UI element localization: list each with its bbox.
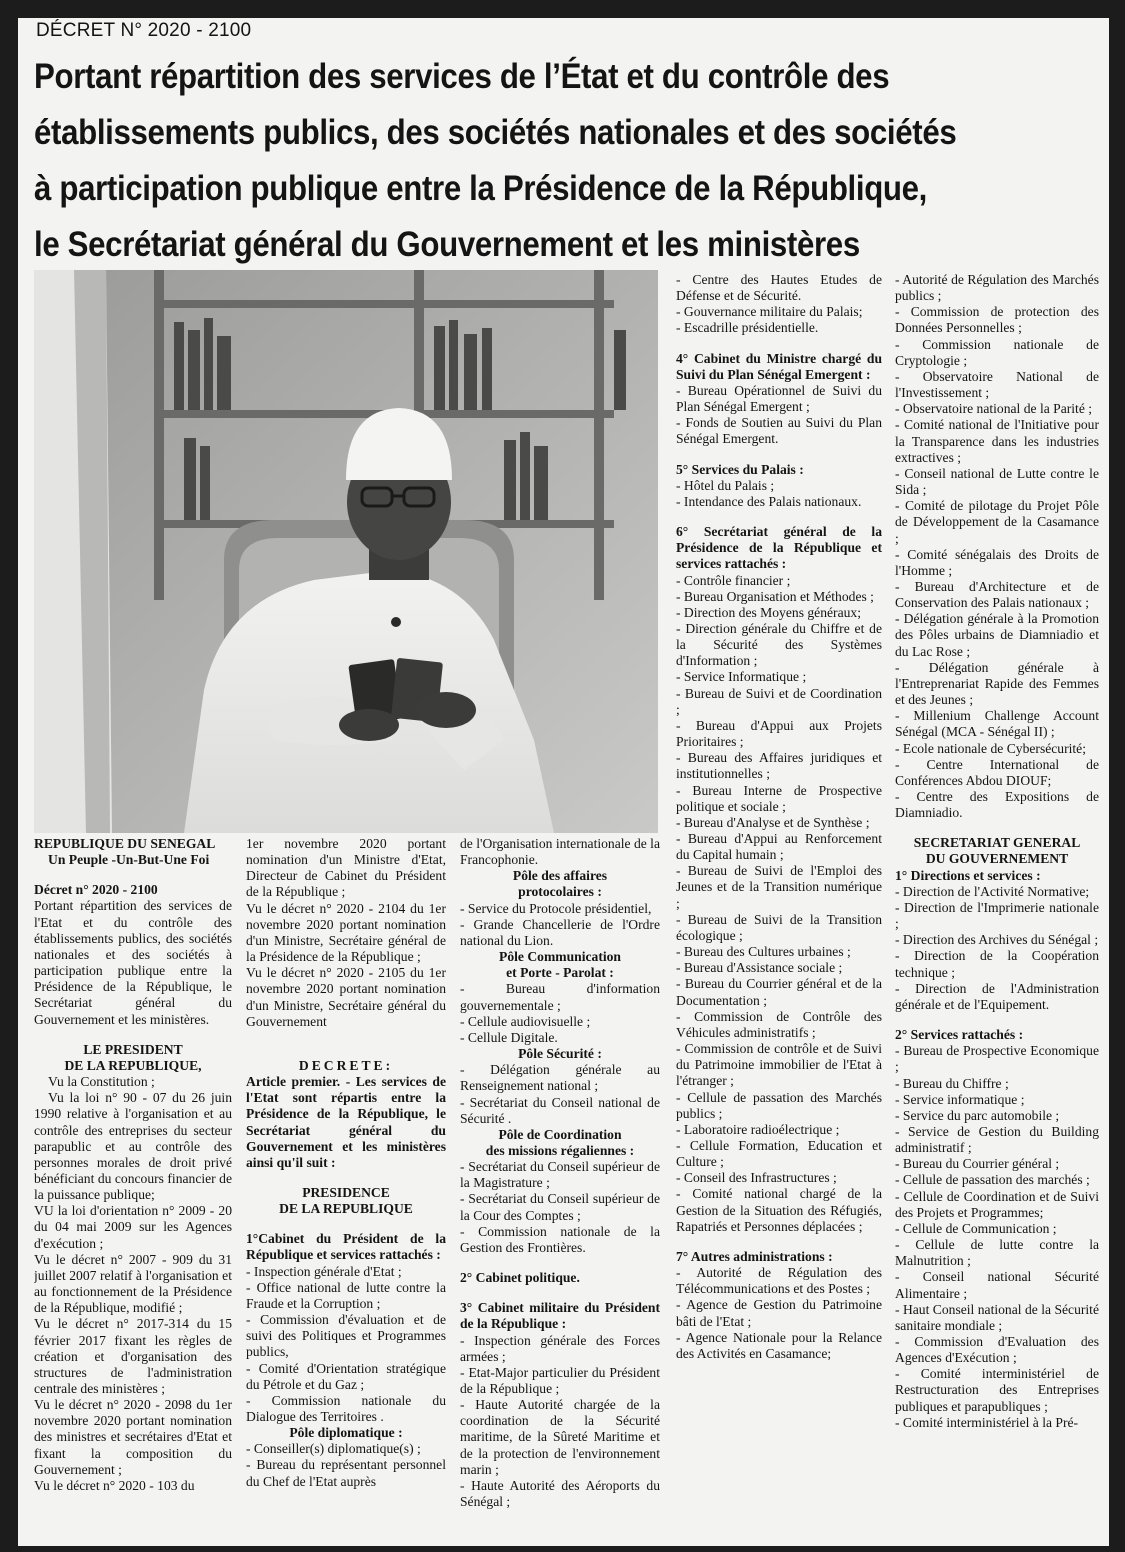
list-item: - Comité national chargé de la Gestion de la Situation des Réfugiés, Rapatriés et Personnes déplacées ;: [676, 1186, 882, 1234]
pole-heading: Pôle Sécurité :: [518, 1046, 602, 1062]
list-item: - Hôtel du Palais ;: [676, 477, 775, 493]
article-column-1: [34, 836, 232, 1494]
headline-line: le Secrétariat général du Gouvernement et les ministères: [34, 224, 860, 264]
list-item: - Laboratoire radioélectrique ;: [676, 1121, 840, 1137]
list-item: - Inspection générale d'Etat ;: [246, 1263, 402, 1279]
article-column-5: [895, 272, 1099, 1431]
list-item: - Conseil national de Lutte contre le Sida ;: [895, 465, 1099, 498]
paragraph: Vu la loi n° 90 - 07 du 26 juin 1990 relative à l'organisation et au contrôle des entreprises du secteur parapublic et au contrôle des personnes morales de droit privé bénéficiant du concours financier de la puissance publique;: [34, 1090, 232, 1203]
decree-number: Décret n° 2020 - 2100: [34, 882, 158, 898]
decret-number-label: DÉCRET N° 2020 - 2100: [36, 20, 252, 41]
list-item: - Haute Autorité chargée de la coordination de la Sécurité maritime, de la Sûreté Maritime et de la protection de l'environnement marin ;: [460, 1397, 660, 1477]
list-item: - Bureau de Suivi de l'Emploi des Jeunes et de la Transition numérique ;: [676, 863, 882, 911]
list-item: - Délégation générale au Renseignement national ;: [460, 1062, 660, 1094]
motto: Un Peuple -Un-But-Une Foi: [48, 852, 210, 868]
list-item: - Bureau Opérationnel de Suivi du Plan Sénégal Emergent ;: [676, 382, 882, 415]
list-item: - Comité interministériel à la Pré-: [895, 1414, 1079, 1430]
list-item: - Service du Protocole présidentiel,: [460, 900, 652, 916]
list-item: - Secrétariat du Conseil supérieur de la Magistrature ;: [460, 1159, 660, 1191]
list-item: - Haute Autorité des Aéroports du Sénégal ;: [460, 1477, 660, 1510]
list-item: - Direction de l'Administration générale et de l'Equipement.: [895, 980, 1099, 1012]
list-item: - Bureau Interne de Prospective politique et sociale ;: [676, 782, 882, 814]
decrete-heading: DECRETE:: [298, 1057, 394, 1073]
list-item: - Observatoire National de l'Investissement ;: [895, 368, 1099, 401]
article-column-4: [676, 272, 882, 1362]
headline: [34, 48, 977, 272]
subsection-heading: 2° Services rattachés :: [895, 1027, 1024, 1043]
article-column-2: [246, 836, 446, 1490]
list-item: - Escadrille présidentielle.: [676, 320, 819, 336]
list-item: - Autorité de Régulation des Télécommunications et des Postes ;: [676, 1265, 882, 1297]
list-item: - Service informatique ;: [895, 1091, 1025, 1107]
list-item: - Bureau d'Assistance sociale ;: [676, 960, 843, 976]
list-item: - Centre International de Conférences Abdou DIOUF;: [895, 756, 1099, 788]
section-heading: PRESIDENCE: [302, 1184, 390, 1200]
photo: [34, 270, 658, 833]
list-item: - Bureau d'Architecture et de Conservation des Palais nationaux ;: [895, 578, 1099, 611]
list-item: - Cellule Formation, Education et Culture ;: [676, 1137, 882, 1170]
list-item: - Contrôle financier ;: [676, 572, 791, 588]
article-column-3: [460, 836, 660, 1510]
list-item: - Bureau d'information gouvernementale ;: [460, 981, 660, 1013]
list-item: - Gouvernance militaire du Palais;: [676, 304, 863, 320]
list-item: - Cellule de lutte contre la Malnutrition ;: [895, 1237, 1099, 1269]
list-item: - Bureau de Suivi et de Coordination ;: [676, 685, 882, 717]
pole-heading: des missions régaliennes :: [485, 1142, 635, 1158]
pole-heading: Pôle diplomatique :: [289, 1425, 403, 1441]
photo-illustration: [34, 270, 658, 833]
list-item: - Direction de la Coopération technique ;: [895, 948, 1099, 980]
list-item: - Bureau du représentant personnel du Chef de l'Etat auprès: [246, 1457, 446, 1489]
list-item: - Service de Gestion du Building administratif ;: [895, 1123, 1099, 1156]
list-item: - Ecole nationale de Cybersécurité;: [895, 740, 1086, 756]
list-item: - Cellule de Coordination et de Suivi des Projets et Programmes;: [895, 1188, 1099, 1220]
list-item: - Cellule de Communication ;: [895, 1220, 1057, 1236]
list-item: - Bureau de Suivi de la Transition écologique ;: [676, 911, 882, 943]
subsection-heading: 1° Directions et services :: [895, 867, 1041, 883]
list-item: - Haut Conseil national de la Sécurité sanitaire mondiale ;: [895, 1301, 1099, 1333]
list-item: - Millenium Challenge Account Sénégal (MCA - Sénégal II) ;: [895, 708, 1099, 740]
headline-line: Portant répartition des services de l’État et du contrôle des: [34, 56, 890, 96]
pole-heading: Pôle Communication: [499, 949, 621, 965]
list-item: - Délégation générale à la Promotion des Pôles urbains de Diamniadio et du Lac Rose ;: [895, 611, 1099, 659]
paragraph: 1er novembre 2020 portant nomination d'un Ministre d'Etat, Directeur de Cabinet du Président de la République ;: [246, 836, 446, 900]
list-item: - Commission d'Evaluation des Agences d'Exécution ;: [895, 1334, 1099, 1366]
list-item: - Bureau d'Analyse et de Synthèse ;: [676, 814, 870, 830]
list-item: - Etat-Major particulier du Président de la République ;: [460, 1364, 660, 1396]
subsection-heading: 4° Cabinet du Ministre chargé du Suivi du Plan Sénégal Emergent :: [676, 350, 882, 382]
headline-line: à participation publique entre la Présidence de la République,: [34, 168, 928, 208]
list-item: - Direction des Archives du Sénégal ;: [895, 932, 1099, 948]
list-item: - Service Informatique ;: [676, 669, 807, 685]
pole-heading: Pôle des affaires: [512, 868, 608, 884]
article-premier: Article premier. - Les services de l'Etat sont répartis entre la Présidence de la République, le Secrétariat général du Gouvernement et les ministères ainsi qu'il suit :: [246, 1074, 446, 1170]
list-item: - Bureau Organisation et Méthodes ;: [676, 588, 874, 604]
list-item: - Direction de l'Activité Normative;: [895, 883, 1090, 899]
list-item: - Bureau d'Appui au Renforcement du Capital humain ;: [676, 831, 882, 863]
list-item: - Centre des Expositions de Diamniadio.: [895, 789, 1099, 821]
list-item: - Conseiller(s) diplomatique(s) ;: [246, 1441, 421, 1457]
list-item: - Bureau des Cultures urbaines ;: [676, 944, 851, 960]
list-item: - Cellule audiovisuelle ;: [460, 1013, 591, 1029]
subsection-heading: 5° Services du Palais :: [676, 461, 804, 477]
section-heading: SECRETARIAT GENERAL: [913, 835, 1081, 851]
subsection-heading: 1°Cabinet du Président de la République et services rattachés :: [246, 1231, 446, 1263]
section-heading: LE PRESIDENT: [83, 1041, 183, 1057]
list-item: - Commission nationale de la Gestion des Frontières.: [460, 1223, 660, 1255]
list-item: - Commission de Contrôle des Véhicules administratifs ;: [676, 1008, 882, 1040]
paragraph: Vu le décret n° 2007 - 909 du 31 juillet 2007 relatif à l'organisation et au fonctionnement de la Présidence de la République, modifié ;: [34, 1251, 232, 1316]
section-heading: DE LA REPUBLIQUE,: [64, 1057, 202, 1073]
list-item: - Commission de contrôle et de Suivi du Patrimoine immobilier de l'Etat à l'étranger ;: [676, 1041, 882, 1089]
list-item: - Autorité de Régulation des Marchés publics ;: [895, 272, 1099, 304]
list-item: - Délégation générale à l'Entreprenariat Rapide des Femmes et des Jeunes ;: [895, 659, 1099, 708]
list-item: - Cellule Digitale.: [460, 1029, 558, 1045]
list-item: - Service du parc automobile ;: [895, 1107, 1060, 1123]
list-item: - Bureau du Chiffre ;: [895, 1075, 1009, 1091]
list-item: - Conseil des Infrastructures ;: [676, 1170, 837, 1186]
list-item: - Comité national de l'Initiative pour la Transparence dans les industries extractives ;: [895, 417, 1099, 465]
subsection-heading: 3° Cabinet militaire du Président de la République :: [460, 1300, 660, 1332]
list-item: - Bureau de Prospective Economique ;: [895, 1043, 1099, 1075]
list-item: - Inspection générale des Forces armées ;: [460, 1332, 660, 1364]
headline-line: établissements publics, des sociétés nationales et des sociétés: [34, 112, 957, 152]
list-item: - Direction de l'Imprimerie nationale ;: [895, 899, 1099, 932]
list-item: - Comité interministériel de Restructuration des Entreprises publiques et parapubliques ;: [895, 1366, 1099, 1414]
subsection-heading: 7° Autres administrations :: [676, 1248, 833, 1264]
list-item: - Commission de protection des Données Personnelles ;: [895, 304, 1099, 336]
list-item: - Bureau du Courrier général ;: [895, 1156, 1060, 1172]
list-item: - Intendance des Palais nationaux.: [676, 493, 862, 509]
list-item: - Comité sénégalais des Droits de l'Homme ;: [895, 546, 1099, 578]
list-item: - Grande Chancellerie de l'Ordre national du Lion.: [460, 916, 660, 948]
list-item: - Bureau des Affaires juridiques et institutionnelles ;: [676, 750, 882, 782]
list-item: - Commission d'évaluation et de suivi des Politiques et Programmes publics,: [246, 1312, 446, 1360]
list-item: - Office national de lutte contre la Fraude et la Corruption ;: [246, 1279, 446, 1311]
subsection-heading: 6° Secrétariat général de la Présidence de la République et services rattachés :: [676, 524, 882, 572]
list-item: - Comité de pilotage du Projet Pôle de Développement de la Casamance ;: [895, 498, 1099, 546]
paragraph: Vu le décret n° 2020 - 103 du: [34, 1477, 195, 1493]
list-item: - Secrétariat du Conseil national de Sécurité .: [460, 1094, 660, 1126]
list-item: - Observatoire national de la Parité ;: [895, 401, 1093, 417]
list-item: - Direction générale du Chiffre et de la Sécurité des Systèmes d'Information ;: [676, 620, 882, 669]
pole-heading: et Porte - Parolat :: [506, 965, 614, 981]
list-item: - Cellule de passation des marchés ;: [895, 1172, 1090, 1188]
section-heading: DU GOUVERNEMENT: [925, 851, 1069, 867]
pole-heading: Pôle de Coordination: [498, 1126, 622, 1142]
list-item: - Direction des Moyens généraux;: [676, 604, 861, 620]
list-item: - Agence Nationale pour la Relance des Activités en Casamance;: [676, 1329, 882, 1361]
decree-subject: Portant répartition des services de l'Etat et du contrôle des établissements publics, des sociétés nationales et des sociétés à participation publique entre la Présidence de la République, le Secrétariat général du Gouvernement et les ministères.: [34, 898, 232, 1027]
paragraph: Vu le décret n° 2020 - 2105 du 1er novembre 2020 portant nomination d'un Ministre, Secrétaire général du Gouvernement: [246, 965, 446, 1029]
list-item: - Centre des Hautes Etudes de Défense et de Sécurité.: [676, 272, 882, 304]
paragraph: Vu le décret n° 2020 - 2098 du 1er novembre 2020 portant nomination des ministres et secrétaires d'Etat et fixant la composition du Gouvernement ;: [34, 1397, 232, 1477]
list-item: - Bureau du Courrier général et de la Documentation ;: [676, 976, 882, 1008]
list-item: - Cellule de passation des Marchés publics ;: [676, 1089, 882, 1121]
list-item: - Secrétariat du Conseil supérieur de la Cour des Comptes ;: [460, 1191, 660, 1223]
newspaper-page: [18, 18, 1109, 1546]
pole-heading: protocolaires :: [518, 884, 602, 900]
list-item: - Commission nationale du Dialogue des Territoires .: [246, 1392, 446, 1424]
paragraph: de l'Organisation internationale de la Francophonie.: [460, 836, 660, 868]
section-heading: DE LA REPUBLIQUE: [279, 1201, 413, 1217]
paragraph: Vu le décret n° 2020 - 2104 du 1er novembre 2020 portant nomination d'un Ministre, Secrétaire général de la Présidence de la République ;: [246, 900, 446, 965]
paragraph: Vu la Constitution ;: [48, 1074, 155, 1090]
paragraph: VU la loi d'orientation n° 2009 - 20 du 04 mai 2009 sur les Agences d'exécution ;: [34, 1203, 232, 1251]
list-item: - Commission nationale de Cryptologie ;: [895, 336, 1099, 368]
list-item: - Agence de Gestion du Patrimoine bâti de l'Etat ;: [676, 1297, 882, 1329]
subsection-heading: 2° Cabinet politique.: [460, 1270, 580, 1286]
paragraph: Vu le décret n° 2017-314 du 15 février 2017 fixant les règles de création et d'organisation des structures de l'administration centrale des ministères ;: [34, 1316, 232, 1396]
list-item: - Bureau d'Appui aux Projets Prioritaires ;: [676, 717, 882, 750]
country-name: REPUBLIQUE DU SENEGAL: [34, 836, 216, 851]
list-item: - Comité d'Orientation stratégique du Pétrole et du Gaz ;: [246, 1360, 446, 1392]
list-item: - Fonds de Soutien au Suivi du Plan Sénégal Emergent.: [676, 415, 882, 447]
list-item: - Conseil national Sécurité Alimentaire ;: [895, 1269, 1099, 1301]
